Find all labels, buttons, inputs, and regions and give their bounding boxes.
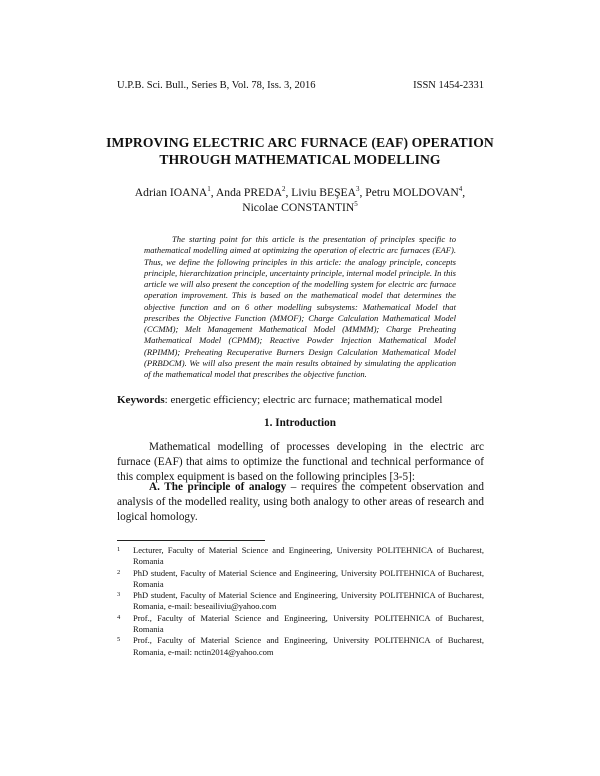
author-separator: , — [285, 186, 292, 199]
author-affiliation-mark: 2 — [281, 185, 286, 194]
footnote — [117, 590, 484, 613]
running-header — [117, 80, 484, 91]
authors-line-1 — [100, 185, 500, 200]
footnote-text: PhD student, Faculty of Material Science and Engineering, University POLITEHNICA of Bucharest, Romania — [133, 567, 484, 589]
author-separator: , — [359, 186, 366, 199]
footnote — [117, 545, 484, 568]
principle-text: – requires the competent observation and analysis of the modelled reality, using both analogy to other areas of research and logical homology. — [117, 481, 484, 523]
section-heading: 1. Introduction — [264, 417, 336, 429]
footnote-text: Prof., Faculty of Material Science and Engineering, University POLITEHNICA of Bucharest, Romania — [133, 612, 484, 635]
author-separator: , — [210, 186, 216, 199]
footnote — [117, 613, 484, 636]
keywords — [117, 393, 490, 407]
author-separator: , — [462, 186, 466, 199]
author-list — [100, 185, 500, 215]
author-affiliation-mark: 1 — [207, 185, 211, 194]
author-affiliation-mark: 5 — [354, 200, 358, 209]
paper-title — [100, 134, 500, 168]
footnote-number: 1 — [117, 546, 121, 553]
body-paragraph: Mathematical modelling of processes developing in the electric arc furnace (EAF) that aims to optimize the functional and technical performance of this complex equipment is based on the following principles [3-5]: — [117, 441, 484, 483]
author-name: Liviu BEŞEA — [291, 186, 356, 199]
footnotes — [117, 545, 484, 658]
footnote — [117, 568, 484, 591]
footnote-number: 3 — [117, 591, 121, 599]
body-paragraph — [117, 480, 484, 525]
footnote-rule — [117, 540, 265, 541]
keywords-label: Keywords — [117, 394, 165, 406]
author-name: Petru MOLDOVAN — [365, 186, 459, 199]
footnote-number: 4 — [117, 613, 121, 621]
journal-citation: U.P.B. Sci. Bull., Series B, Vol. 78, Iss. 3, 2016 — [117, 80, 316, 91]
authors-line-2 — [100, 200, 500, 215]
author-name: Anda PREDA — [215, 186, 282, 199]
principle-heading: A. The principle of analogy — [149, 481, 287, 493]
footnote-number: 5 — [117, 636, 121, 644]
author-affiliation-mark: 4 — [458, 185, 463, 194]
issn: ISSN 1454-2331 — [413, 80, 484, 91]
author-affiliation-mark: 3 — [355, 185, 360, 194]
title-line-2: THROUGH MATHEMATICAL MODELLING — [159, 152, 441, 167]
title-line-1: IMPROVING ELECTRIC ARC FURNACE (EAF) OPERATION — [106, 135, 494, 150]
footnote-number: 2 — [117, 568, 121, 576]
author-name: Adrian IOANA — [134, 186, 208, 199]
footnote-text: PhD student, Faculty of Material Science and Engineering, University POLITEHNICA of Bucharest, Romania, e-mail: beseailiviu@yahoo.com — [133, 590, 484, 612]
footnote — [117, 635, 484, 658]
author-name: Nicolae CONSTANTIN — [242, 201, 355, 214]
keywords-text: : energetic efficiency; electric arc furnace; mathematical model — [164, 394, 443, 406]
footnote-text: Lecturer, Faculty of Material Science and Engineering, University POLITEHNICA of Bucharest, Romania — [133, 545, 484, 567]
abstract: The starting point for this article is the presentation of principles specific to mathematical modelling aimed at optimizing the operation of electric arc furnaces (EAF). Thus, we define the following principles in this article: the analogy principle, concepts principle, hierarchization principle, uncertainty principle, internal model principle. In this article we will also present the conception of the modelling system for electric arc furnace operation improvement. This is based on the mathematical model that determines the objective function and on 6 other modelling subsystems: Mathematical Model that prescribes the Objective Function (MMOF); Charge Calculation Mathematical Model (CCMM); Melt Management Mathematical Model (MMMM); Charge Preheating Mathematical Model (CPMM); Reactive Powder Injection Mathematical Model (RPIMM); Preheating Recuperative Burners Design Calculation Mathematical Model (PRBDCM). We will also present the main results obtained by simulating the application of the mathematical model that prescribes the objective function. — [144, 234, 456, 379]
footnote-text: Prof., Faculty of Material Science and Engineering, University POLITEHNICA of Bucharest, Romania, e-mail: nctin2014@yahoo.com — [133, 635, 484, 657]
